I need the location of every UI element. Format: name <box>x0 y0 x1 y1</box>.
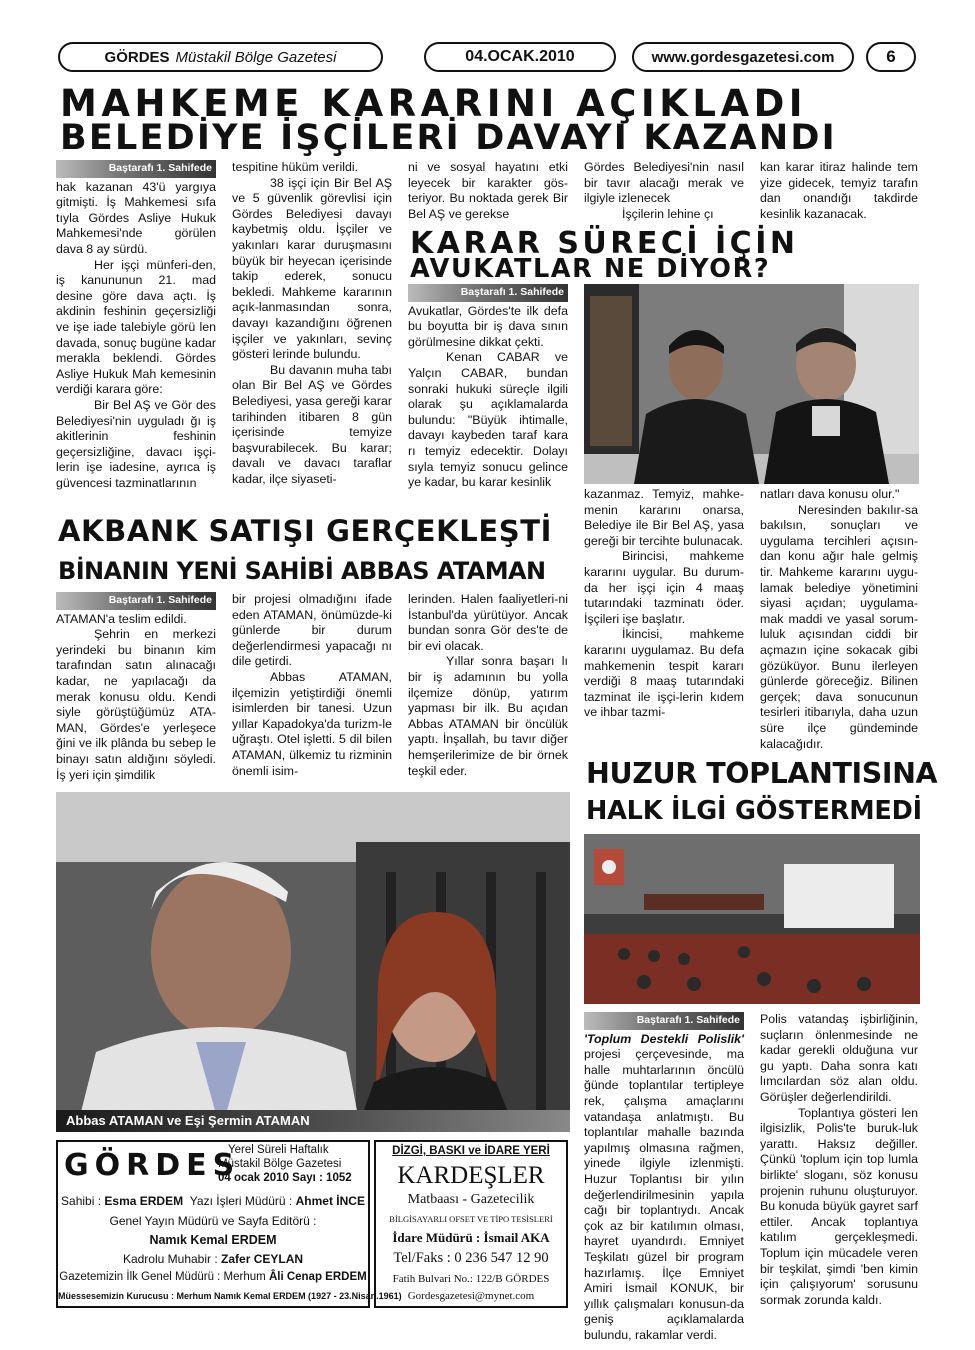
imprint-founder: Müessesemizin Kurucusu : Merhum Namık Kemal ERDEM (1927 - 23.Nisan.1961) <box>58 1291 402 1301</box>
printer-subtitle: Matbaası - Gazetecilik <box>407 1192 535 1207</box>
printer-address: Fatih Bulvari No.: 122/B GÖRDES <box>392 1273 550 1285</box>
paragraph: Bu davanın muha tabı olan Bir Bel AŞ ve Gördes Belediyesi, yasa gereği karar tarihinden itibaren 8 gün içerisinde temyize başvurabilecek. Bu karar; davalı ve davacı taraflar kadar, ilçe siyaseti- <box>232 362 392 486</box>
paragraph: hak kazanan 43'ü yargıya gitmişti. İş Mahkemesi sıfa tıyla Gördes Asliye Hukuk Mahkemesi'nde görülen dava 8 ay sürdü. <box>56 179 216 256</box>
lead-headline-line2: BELEDİYE İŞÇİLERİ DAVAYI KAZANDI <box>60 118 837 158</box>
paper-subtitle: Müstakil Bölge Gazetesi <box>175 48 337 66</box>
editor-name: Ahmet İNCE <box>295 1194 365 1208</box>
continued-tag: Baştarafı 1. Sahifede <box>584 1012 744 1030</box>
photo-caption: Abbas ATAMAN ve Eşi Şermin ATAMAN <box>56 1110 570 1132</box>
paragraph: kazanmaz. Temyiz, mahke-menin kararını onarsa, Belediye ile Bir Bel AŞ, yasa gereği bir tercihte bulunacak. <box>584 487 744 548</box>
printer-phone: Tel/Faks : 0 236 547 12 90 <box>393 1250 549 1266</box>
continued-tag: Baştarafı 1. Sahifede <box>56 160 216 178</box>
akbank-headline-line1: AKBANK SATIŞI GERÇEKLEŞTİ <box>58 514 552 548</box>
imprint-desc-1: Yerel Süreli Haftalık <box>228 1144 329 1156</box>
page-number: 6 <box>886 47 896 66</box>
issue-date: 04.OCAK.2010 <box>465 48 575 65</box>
paragraph: ni ve sosyal hayatını etki leyecek bir karakter gös-teriyor. Bu noktada gerek Bir Bel AŞ ve gerekse <box>408 160 568 221</box>
akbank-column-3 <box>408 592 568 782</box>
paragraph: Şehrin en merkezi yerindeki bu binanın kim tarafından satın alınacağı kadar, ne yapılacağı da merak konusu oldu. Kendi siyle görüştüğümüz ATA-MAN, Gördes'e yerleşece ğini ve ilk plânda bu sebep le binayı satın aldığını söyledi. İş yeri için şimdilik <box>56 627 216 782</box>
huzur-headline-line2: HALK İLGİ GÖSTERMEDİ <box>586 796 922 826</box>
paragraph: Her işçi münferi-den, iş kanununun 21. mad desine göre dava açtı. İş akdinin feshinin geçersizliği ve işe iade talebiyle görü len davada, sonuç bugüne kadar merakla beklendi. Gördes Asliye Hukuk Mah kemesinin verdiği karara göre: <box>56 257 216 397</box>
karar-column-3 <box>760 487 918 757</box>
paragraph: Birincisi, mahkeme kararını uygular. Bu durum-da her işçi için 4 maaş tutarındaki tazminatı öder. İşçileri işe başlatır. <box>584 549 744 626</box>
huzur-column-2 <box>760 1012 918 1318</box>
paragraph: Toplantıya gösteri len ilgisizlik, Polis'te buruk-luk yarattı. Haksız değiller. Çünkü 'toplum için top lumla birlikte' sloganı, söz konusu projenin ruhunu oluşturuyor. Bu konuda büyük gayret sarf ettiler. Ancak toplantıya katılım gerçekleşmedi. Toplum için mücadele veren bir teşkilat, şimdi 'ben kimin için çalışıyorum' sorusunu sormak zorunda kaldı. <box>760 1105 918 1307</box>
karar-headline-line1: KARAR SÜRECİ İÇİN <box>410 226 799 261</box>
paragraph: Bir Bel AŞ ve Gör des Belediyesi'nin uyguladı ğı iş akitlerinin feshinin geçersizliğine, davacı işçi-lerin işe iadesine, ayrıca iş güvencesi tazminatlarının <box>56 397 216 490</box>
printer-title: DİZGİ, BASKI ve İDARE YERİ <box>392 1145 550 1157</box>
page-number-pill <box>866 42 916 72</box>
imprint-gm-label: Genel Yayın Müdürü ve Sayfa Editörü : <box>109 1214 317 1228</box>
paragraph: natları dava konusu olur." <box>760 487 900 501</box>
date-pill <box>424 42 616 72</box>
paragraph: kan karar itiraz halinde tem yize gidecek, temyiz tarafın dan onandığı takdirde kesinlik kazanacak. <box>760 160 918 221</box>
paragraph: Gördes Belediyesi'nin nasıl bir tavır alacağı merak ve ilgiyle izlenecek <box>584 160 744 206</box>
first-gm-label: Gazetemizin İlk Genel Müdürü : Merhum <box>59 1271 266 1283</box>
paragraph: Kenan CABAR ve Yalçın CABAR, bundan sonraki hukuki süreçle ilgili olarak şu açıklamalarda bulundu: "Büyük ihtimalle, davayı kaybeden taraf kara rı temyiz edecektir. Dolayı sıyla temyiz sonucu gelince ye kadar, bu karar kesinlik <box>408 350 568 490</box>
lawyers-photo-illustration <box>584 284 919 484</box>
masthead-pill <box>58 42 383 72</box>
paragraph: projesi çerçevesinde, ma halle muhtarlarının öncülü ğünde toplantılar tertipleye rek, çalışma amaçlarını vatandaşa anlatmıştı. Bu toplantılar mahalle bazında yapılmış olmasına rağmen, yinede ilgiyle izlenmişti. Huzur Toplantısı bir yılın değerlendirilmesinin yapıla cağı bir toplantıydı. Ancak çok az bir katılımın olması, hayret uyandırdı. Emniyet Teşkilatı güzel bir program hazırlamış. İlçe Emniyet Amiri İsmail KONUK, bir yıllık çalışmaları konusun-da geniş açıklamalarda bulundu, rakamlar verdi. <box>584 1047 744 1342</box>
imprint-paper-name: GÖRDES <box>64 1148 241 1183</box>
paragraph: Abbas ATAMAN, ilçemizin yetiştirdiği önemli isimlerden bir tanesi. Uzun yıllar Kapadokya'da turizm-le uğraştı. Otel işletti. 5 dil bilen ATAMAN, ülkemiz tu rizminin önemli isim- <box>232 669 392 778</box>
akbank-column-2 <box>232 592 392 782</box>
website-pill <box>632 42 854 72</box>
website-link[interactable]: www.gordesgazetesi.com <box>651 48 835 66</box>
printer-manager: İdare Müdürü : İsmail AKA <box>392 1230 550 1245</box>
lead-column-5 <box>760 160 918 224</box>
lead-column-2 <box>232 160 392 496</box>
reporter-label: Kadrolu Muhabir : <box>122 1252 218 1266</box>
owner-name: Esma ERDEM <box>104 1194 184 1208</box>
reporter-name: Zafer CEYLAN <box>221 1252 304 1266</box>
imprint-desc-2: Müstakil Bölge Gazetesi <box>218 1158 342 1170</box>
karar-headline-line2: AVUKATLAR NE DİYOR? <box>410 254 771 284</box>
owner-label: Sahibi : <box>61 1194 102 1208</box>
paragraph: Avukatlar, Gördes'te ilk defa bu boyutta bir iş dava sının görülmesine dikkat çekti. <box>408 303 568 349</box>
imprint-owner-line <box>58 1194 368 1208</box>
printer-name: KARDEŞLER <box>397 1162 545 1189</box>
paragraph: İşçilerin lehine çı <box>622 206 714 221</box>
meeting-photo <box>584 834 920 1004</box>
lead-headline-line1: MAHKEME KARARINI AÇIKLADI <box>60 82 808 125</box>
ataman-couple-illustration <box>56 792 570 1132</box>
continued-tag: Baştarafı 1. Sahifede <box>56 592 216 610</box>
huzur-column-1 <box>584 1012 744 1342</box>
printer-email: Gordesgazetesi@mynet.com <box>407 1290 535 1302</box>
imprint-box <box>56 1140 402 1308</box>
paragraph: Yıllar sonra başarı lı bir iş adamının bu yolla ilçemize dönüp, yatırım yapması bir ilk. Bu açıdan Abbas ATAMAN bir öncülük yaptı. İnşallah, bu tavır diğer hemşerilerimize de bir örnek teşkil eder. <box>408 654 568 778</box>
lead-column-4 <box>584 160 744 224</box>
meeting-hall-illustration <box>584 834 920 1004</box>
paragraph: tespitine hüküm verildi. <box>232 160 359 174</box>
karar-column-1 <box>408 284 568 496</box>
akbank-column-1 <box>56 592 216 782</box>
paragraph: Polis vatandaş işbirliğinin, suçların önlenmesinde ne kadar gerekli olduğuna vur gu yaptı. Daha sonra katı lımcılardan söz alan oldu. Görüşler değerlendirildi. <box>760 1012 918 1104</box>
paragraph: Neresinden bakılır-sa bakılsın, sonuçları ve uygulama tercihleri açısın-dan konu ağır hale gelmiş tir. Mahkeme kararını uygu-lamak belediye yönetimini siyasi açıdan; uygulama-mak maddi ve yasal sorum-luluk açısından ciddi bir açmazın içine sokacak gibi gözüküyor. Bunu ilerleyen günlerde göreceğiz. Bilinen gerçek; dava sonucunun tesirleri itibarıyla, daha uzun süre ilçe gündeminde kalacağıdır. <box>760 502 918 751</box>
first-gm-name: Âli Cenap ERDEM <box>268 1271 367 1283</box>
paragraph: bir projesi olmadığını ifade eden ATAMAN, önümüzde-ki günlerde bir durum değerlendirmesi yapacağı nı dile getirdi. <box>232 592 392 669</box>
lead-column-3 <box>408 160 568 224</box>
printer-box <box>374 1140 568 1308</box>
akbank-headline-line2: BİNANIN YENİ SAHİBİ ABBAS ATAMAN <box>58 557 546 585</box>
imprint-gm-name: Namık Kemal ERDEM <box>149 1233 277 1247</box>
huzur-headline-line1: HUZUR TOPLANTISINA <box>586 757 938 790</box>
paragraph: 38 işçi için Bir Bel AŞ ve 5 güvenlik görevlisi için Gördes Belediyesi davayı kaybetmiş oldu. İşçiler ve yakınları karar duruşmasını büyük bir heyecan içerisinde takip ederek, sonucu bekledi. Mahkeme kararının açık-lanmasından sonra, davayı kazandığını öğrenen işçiler ve yakınları, sevinç gösteri lerinde bulundu. <box>232 175 392 362</box>
imprint-issue: 04 ocak 2010 Sayı : 1052 <box>218 1172 352 1184</box>
paragraph: lerinden. Halen faaliyetleri-ni İstanbul'da yürütüyor. Ancak bundan sonra Gör des'te de bir evi olacak. <box>408 592 568 653</box>
editor-label: Yazı İşleri Müdürü : <box>189 1194 293 1208</box>
project-name: 'Toplum Destekli Polislik' <box>584 1031 744 1046</box>
lead-column-1 <box>56 160 216 496</box>
imprint-reporter-line <box>58 1252 368 1266</box>
ataman-couple-photo <box>56 792 570 1132</box>
karar-column-2 <box>584 487 744 757</box>
paragraph: ATAMAN'a teslim edildi. <box>56 611 187 626</box>
imprint-first-gm-line <box>58 1271 368 1283</box>
continued-tag: Baştarafı 1. Sahifede <box>408 284 568 302</box>
lawyers-photo <box>584 284 919 484</box>
printer-services: BİLGİSAYARLI OFSET VE TİPO TESİSLERİ <box>389 1214 553 1224</box>
paragraph-lead <box>584 1032 744 1344</box>
paragraph: İkincisi, mahkeme kararını uygulamaz. Bu defa mahkemenin tespit kararı verdiği 8 maaş tutarındaki tazminat ile işçi-lerin kıdem ve ihbar tazmi- <box>584 627 744 720</box>
paper-name: GÖRDES <box>104 48 170 66</box>
